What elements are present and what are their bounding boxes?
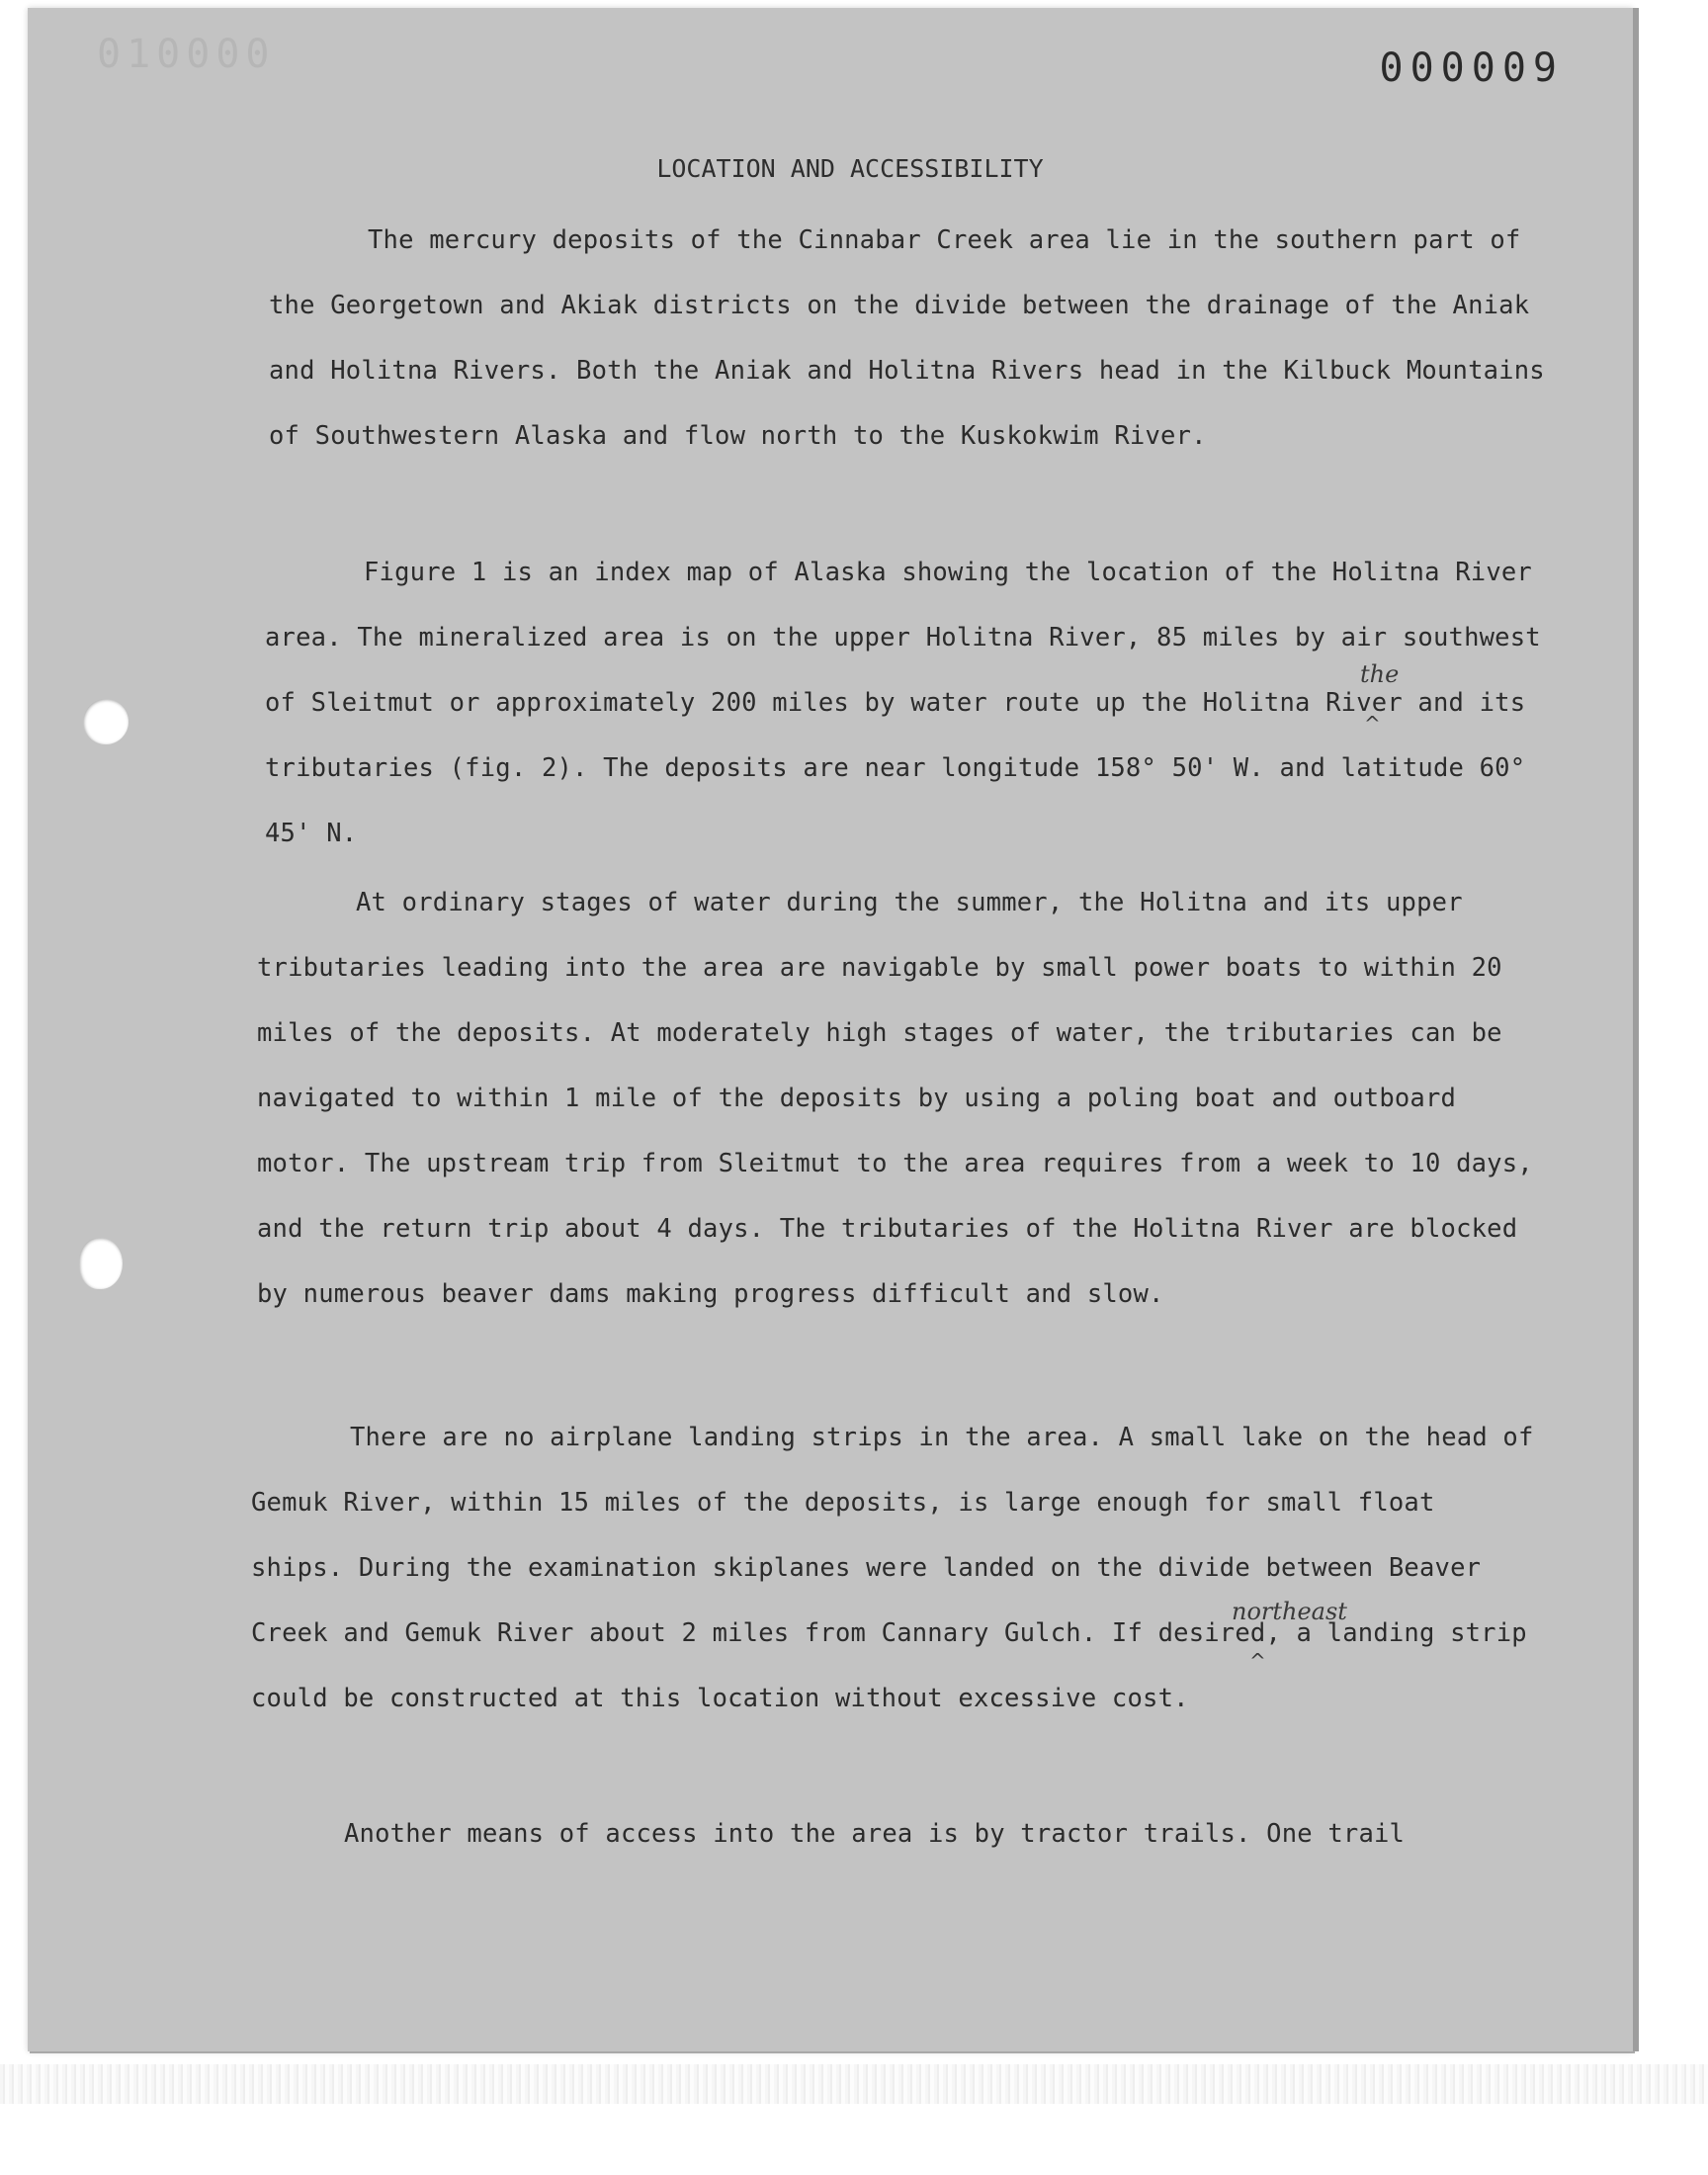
scan-artifact-strip [0,2064,1708,2104]
punch-hole [83,699,128,744]
paragraph-air-access: There are no airplane landing strips in the area. A small lake on the head of Gemuk River, within 15 miles of the deposits, is large enough for small float ships. During the examination skiplanes were landed on the divide between Beaver Creek and Gemuk River about 2 miles from Cannary Gulch. If desired, a landing strip could be constructed at this location without excessive cost. [251,1423,1534,1713]
faded-page-number: 010000 [97,32,276,77]
insertion-caret: ^ [1364,712,1381,736]
punch-hole [79,1238,123,1289]
handwritten-annotation-northeast: northeast [1232,1598,1347,1625]
handwritten-annotation-the: the [1360,660,1400,688]
page-edge-shadow [1633,8,1639,2051]
insertion-caret: ^ [1249,1649,1266,1673]
document-page [28,8,1633,2051]
section-title: LOCATION AND ACCESSIBILITY [656,154,1044,183]
page-number: 000009 [1379,45,1564,91]
paragraph-water-access: At ordinary stages of water during the summer, the Holitna and its upper tributaries leading into the area are navigable by small power boats to within 20 miles of the deposits. At moderately high stages of water, the tributaries can be navigated to within 1 mile of the deposits by using a poling boat and outboard motor. The upstream trip from Sleitmut to the area requires from a week to 10 days, and the return trip about 4 days. The tributaries of the Holitna River are blocked by numerous beaver dams making progress difficult and slow. [257,888,1533,1309]
paragraph-tractor-trails: Another means of access into the area is by tractor trails. One trail [344,1819,1406,1849]
paragraph-index-map: Figure 1 is an index map of Alaska showing the location of the Holitna River area. The mineralized area is on the upper Holitna River, 85 miles by air southwest of Sleitmut or approximately 200 miles by water route up the Holitna River and its tributaries (fig. 2). The deposits are near longitude 158° 50' W. and latitude 60° 45' N. [265,558,1541,848]
paragraph-location: The mercury deposits of the Cinnabar Creek area lie in the southern part of the Georgetown and Akiak districts on the divide between the drainage of the Aniak and Holitna Rivers. Both the Aniak and Holitna Rivers head in the Kilbuck Mountains of Southwestern Alaska and flow north to the Kuskokwim River. [269,225,1545,451]
